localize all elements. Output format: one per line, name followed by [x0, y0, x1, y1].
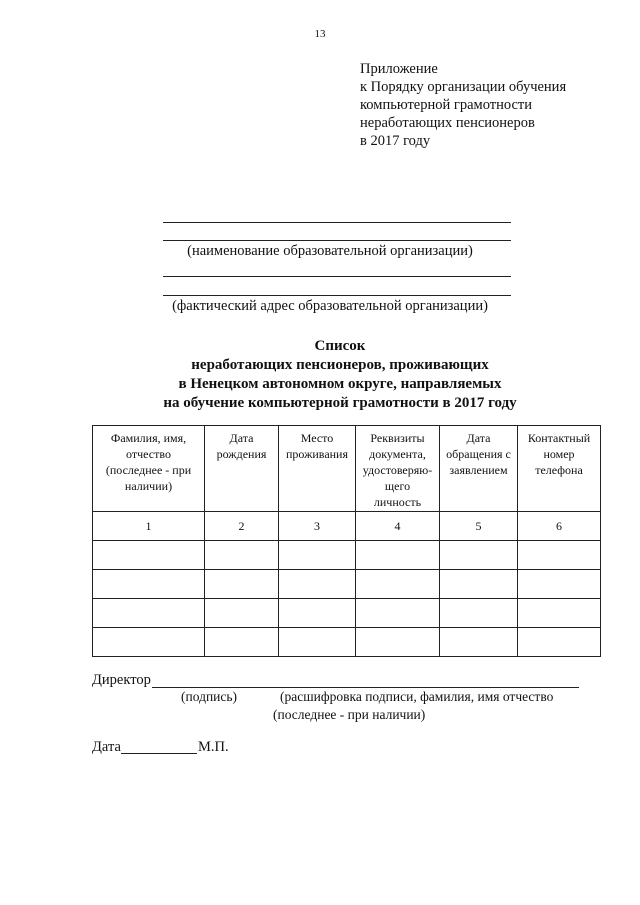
director-label: Директор [92, 672, 151, 688]
header-full-name: Фамилия, имя, отчество (последнее - при наличии) [93, 426, 205, 512]
header-phone: Контактный номер телефона [518, 426, 601, 512]
org-address-line-1 [163, 276, 511, 277]
signature-caption: (подпись) [181, 689, 238, 704]
appendix-line: в 2017 году [360, 133, 431, 149]
table-cell [356, 599, 440, 628]
org-name-line-1 [163, 222, 511, 223]
signature-decoding-caption-note: (последнее - при наличии) [273, 707, 426, 722]
appendix-line: к Порядку организации обучения [360, 79, 567, 95]
table-cell [440, 599, 518, 628]
table-row [93, 541, 601, 570]
appendix-line: Приложение [360, 61, 438, 77]
table-cell [518, 541, 601, 570]
table-cell [356, 541, 440, 570]
table-cell [518, 628, 601, 657]
column-number: 3 [279, 512, 356, 541]
date-label: Дата [92, 739, 121, 755]
org-name-line-2 [163, 240, 511, 241]
table-cell [356, 628, 440, 657]
stamp-label: М.П. [198, 739, 229, 755]
appendix-heading [360, 60, 566, 150]
signature-decoding-caption: (расшифровка подписи, фамилия, имя отчество [280, 689, 554, 704]
table-cell [279, 599, 356, 628]
table-row [93, 599, 601, 628]
title-line: неработающих пенсионеров, проживающих [191, 357, 489, 373]
header-birth-date: Дата рождения [205, 426, 279, 512]
table-cell [440, 541, 518, 570]
org-address-caption: (фактический адрес образовательной организации) [172, 298, 488, 314]
table-cell [205, 541, 279, 570]
table-cell [205, 570, 279, 599]
table-cell [356, 570, 440, 599]
appendix-line: неработающих пенсионеров [360, 115, 535, 131]
pensioners-table [92, 425, 601, 657]
table-cell [518, 599, 601, 628]
list-title [0, 337, 640, 413]
header-application-date: Дата обращения с заявлением [440, 426, 518, 512]
table-cell [93, 570, 205, 599]
header-id-document: Реквизиты документа, удостоверяю- щего личность [356, 426, 440, 512]
date-line [121, 753, 197, 754]
column-number: 6 [518, 512, 601, 541]
page-number: 13 [314, 28, 326, 40]
table-cell [205, 628, 279, 657]
table-cell [93, 541, 205, 570]
column-number: 1 [93, 512, 205, 541]
org-address-line-2 [163, 295, 511, 296]
table-row [93, 570, 601, 599]
title-line: Список [314, 338, 366, 354]
column-number: 5 [440, 512, 518, 541]
column-number: 2 [205, 512, 279, 541]
table-cell [279, 628, 356, 657]
column-number-row [93, 512, 601, 541]
table-cell [93, 628, 205, 657]
table-cell [279, 541, 356, 570]
table-cell [440, 628, 518, 657]
appendix-line: компьютерной грамотности [360, 97, 532, 113]
column-number: 4 [356, 512, 440, 541]
table-cell [93, 599, 205, 628]
header-residence: Место проживания [279, 426, 356, 512]
table-cell [205, 599, 279, 628]
table-cell [440, 570, 518, 599]
table-cell [279, 570, 356, 599]
table-cell [518, 570, 601, 599]
director-signature-line [152, 687, 579, 688]
table-header-row [93, 426, 601, 512]
title-line: в Ненецком автономном округе, направляемых [178, 376, 502, 392]
table-row [93, 628, 601, 657]
title-line: на обучение компьютерной грамотности в 2017 году [163, 395, 517, 411]
org-name-caption: (наименование образовательной организации) [187, 243, 473, 259]
